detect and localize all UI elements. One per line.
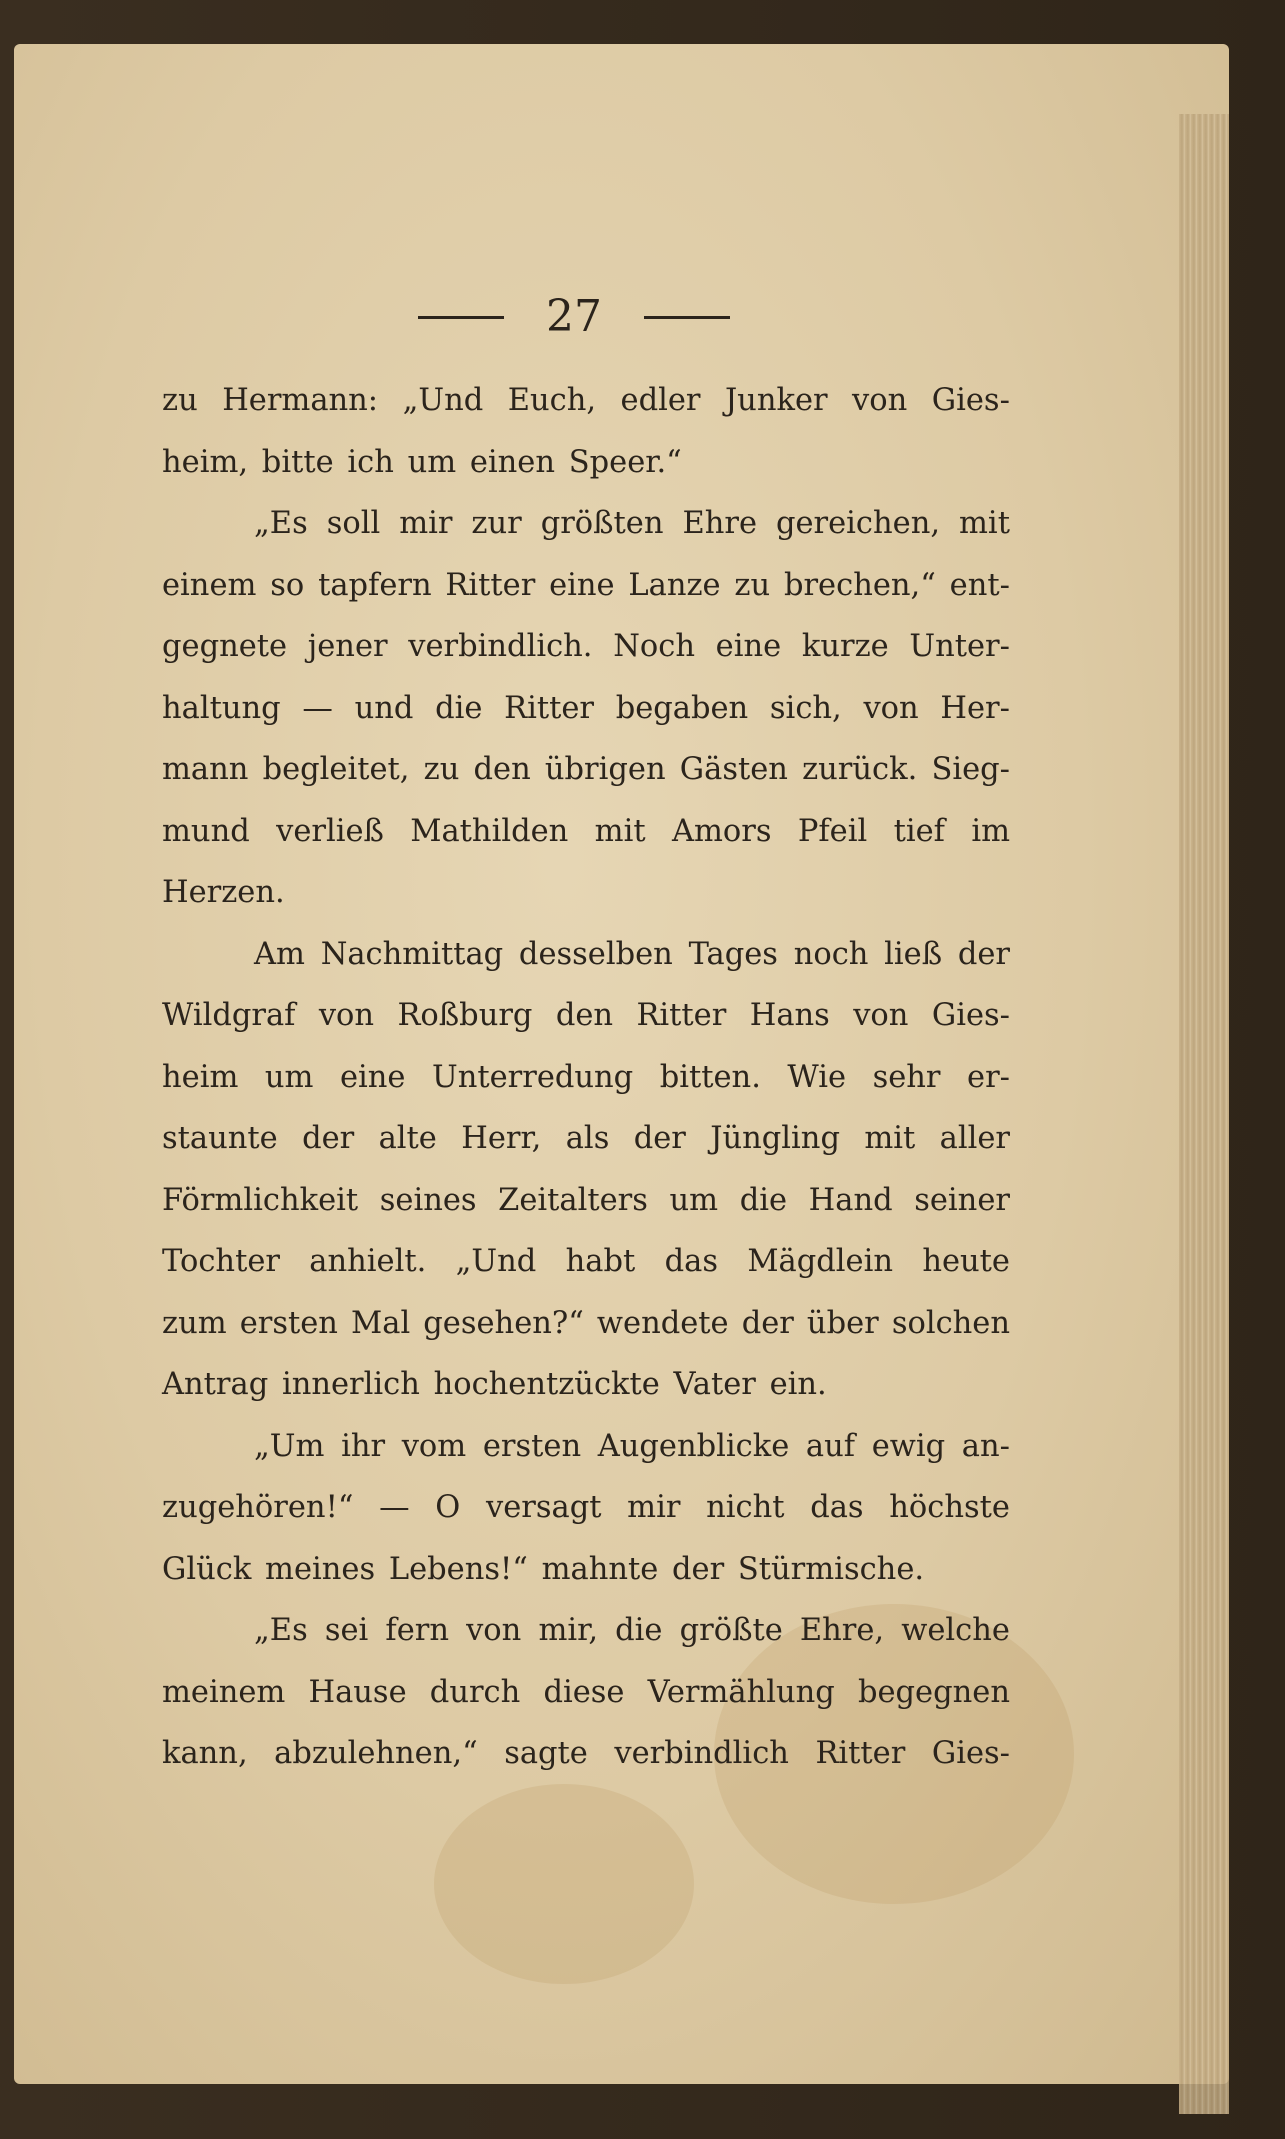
word: meinem bbox=[162, 1674, 286, 1710]
word: er- bbox=[967, 1059, 1010, 1095]
word: von bbox=[863, 690, 919, 726]
word: Ritter bbox=[815, 1736, 906, 1771]
word: haltung bbox=[162, 690, 281, 726]
word: nicht bbox=[706, 1490, 785, 1525]
word: gereichen, bbox=[775, 506, 941, 541]
word: „Und bbox=[402, 383, 484, 418]
word: Sieg- bbox=[931, 752, 1010, 787]
word: der bbox=[633, 1121, 686, 1156]
word: über bbox=[806, 1305, 879, 1341]
word: um bbox=[669, 1182, 719, 1218]
word: zurück. bbox=[802, 752, 918, 787]
paper-sheet bbox=[14, 44, 1229, 2084]
word: Hermann: bbox=[222, 383, 379, 418]
word: und bbox=[354, 690, 414, 726]
word: Am bbox=[254, 936, 305, 972]
word: ließ bbox=[884, 936, 943, 972]
word: die bbox=[739, 1182, 788, 1218]
word: Speer.“ bbox=[568, 444, 682, 480]
word: „Es bbox=[254, 1613, 308, 1648]
word: Amors bbox=[671, 813, 772, 849]
word: ent- bbox=[949, 567, 1010, 603]
word: Herzen. bbox=[162, 875, 285, 910]
word: Gies- bbox=[931, 383, 1010, 418]
word: das bbox=[664, 1244, 718, 1279]
word: Förmlichkeit bbox=[162, 1182, 359, 1218]
word: Hans bbox=[749, 998, 830, 1033]
word: Wildgraf bbox=[162, 998, 296, 1033]
word: heim bbox=[162, 1059, 239, 1095]
word: von bbox=[318, 998, 375, 1033]
text-line bbox=[162, 1354, 1010, 1416]
word: den bbox=[473, 752, 531, 787]
word: edler bbox=[620, 383, 701, 418]
word: anhielt. bbox=[309, 1244, 427, 1279]
word: ihr bbox=[341, 1428, 386, 1464]
page-number: 27 bbox=[546, 291, 602, 342]
word: das bbox=[810, 1490, 864, 1525]
word: begaben bbox=[615, 690, 749, 726]
word: heute bbox=[922, 1244, 1010, 1279]
text-line bbox=[162, 1600, 1010, 1662]
word: zugehören!“ bbox=[162, 1490, 354, 1525]
word: zu bbox=[423, 752, 460, 787]
word: zur bbox=[471, 506, 522, 541]
word: verbindlich. bbox=[408, 629, 593, 664]
word: als bbox=[565, 1121, 610, 1156]
word: Unter- bbox=[909, 629, 1010, 664]
text-line bbox=[162, 924, 1010, 986]
word: Roßburg bbox=[397, 998, 533, 1033]
word: aller bbox=[939, 1121, 1010, 1156]
word: Mägdlein bbox=[747, 1244, 893, 1279]
word: soll bbox=[326, 506, 381, 541]
word: hochentzückte bbox=[433, 1367, 660, 1402]
word: Gies- bbox=[931, 1736, 1010, 1771]
text-line bbox=[162, 432, 1010, 494]
text-line bbox=[162, 616, 1010, 678]
word: zum bbox=[162, 1305, 227, 1341]
word: um bbox=[264, 1059, 314, 1095]
word: mit bbox=[594, 813, 646, 849]
word: Gies- bbox=[931, 998, 1010, 1033]
word: von bbox=[466, 1613, 522, 1648]
word: seiner bbox=[914, 1182, 1010, 1218]
word: einen bbox=[469, 444, 556, 480]
word: der bbox=[957, 936, 1010, 972]
word: staunte bbox=[162, 1121, 278, 1156]
word: mahnte bbox=[541, 1551, 659, 1587]
text-line bbox=[162, 1108, 1010, 1170]
word: innerlich bbox=[281, 1367, 420, 1402]
word: der bbox=[302, 1121, 355, 1156]
word: Mal bbox=[351, 1305, 411, 1341]
word: ein. bbox=[769, 1367, 827, 1402]
word: fern bbox=[385, 1613, 449, 1648]
word: — bbox=[302, 690, 333, 726]
word: mund bbox=[162, 813, 250, 849]
word: die bbox=[615, 1613, 663, 1648]
text-line bbox=[162, 801, 1010, 863]
word: zu bbox=[162, 383, 198, 418]
word: abzulehnen,“ bbox=[274, 1736, 478, 1771]
word: Ehre, bbox=[799, 1613, 885, 1648]
word: Vermählung bbox=[647, 1674, 835, 1710]
word: mit bbox=[959, 506, 1010, 541]
word: desselben bbox=[518, 936, 673, 972]
word: ersten bbox=[239, 1305, 338, 1341]
word: Ritter bbox=[504, 690, 594, 726]
word: solchen bbox=[891, 1305, 1010, 1341]
word: Ehre bbox=[682, 506, 757, 541]
word: an- bbox=[961, 1428, 1010, 1464]
word: „Um bbox=[254, 1428, 325, 1464]
word: Unterredung bbox=[432, 1059, 634, 1095]
word: bitten. bbox=[659, 1059, 761, 1095]
word: der bbox=[672, 1551, 725, 1587]
text-line bbox=[162, 678, 1010, 740]
text-line bbox=[162, 985, 1010, 1047]
word: mir, bbox=[538, 1613, 599, 1648]
word: größte bbox=[679, 1613, 783, 1648]
word: Hause bbox=[308, 1674, 407, 1710]
word: welche bbox=[901, 1613, 1010, 1648]
word: sagte bbox=[504, 1736, 588, 1771]
word: — bbox=[379, 1490, 410, 1525]
word: Zeitalters bbox=[498, 1182, 648, 1218]
word: Lanze bbox=[628, 567, 721, 603]
word: vom bbox=[401, 1428, 467, 1464]
word: jener bbox=[307, 629, 388, 664]
word: gegnete bbox=[162, 629, 288, 664]
word: um bbox=[407, 444, 457, 480]
word: Augenblicke bbox=[597, 1428, 790, 1464]
word: der bbox=[741, 1305, 794, 1341]
word: Glück bbox=[162, 1551, 252, 1587]
word: die bbox=[435, 690, 483, 726]
word: auf bbox=[805, 1428, 856, 1464]
text-line bbox=[162, 1293, 1010, 1355]
text-line bbox=[162, 555, 1010, 617]
page-header bbox=[404, 282, 744, 352]
text-line bbox=[162, 1723, 1010, 1785]
word: Euch, bbox=[507, 383, 597, 418]
word: kann, bbox=[162, 1736, 248, 1771]
text-line bbox=[162, 1047, 1010, 1109]
word: Lebens!“ bbox=[388, 1551, 528, 1587]
word: sich, bbox=[769, 690, 842, 726]
text-line bbox=[162, 1662, 1010, 1724]
word: Noch bbox=[613, 629, 695, 664]
word: Jüngling bbox=[710, 1121, 840, 1156]
word: mit bbox=[864, 1121, 916, 1156]
word: zu bbox=[734, 567, 771, 603]
word: begegnen bbox=[857, 1674, 1010, 1710]
text-line bbox=[162, 1170, 1010, 1232]
text-line bbox=[162, 493, 1010, 555]
word: übrigen bbox=[544, 752, 666, 787]
word: kurze bbox=[801, 629, 889, 664]
word: tapfern bbox=[318, 567, 432, 603]
word: Mathilden bbox=[410, 813, 569, 849]
word: Ritter bbox=[636, 998, 727, 1033]
word: mann bbox=[162, 752, 249, 787]
word: von bbox=[852, 383, 908, 418]
word: Stürmische. bbox=[737, 1551, 925, 1587]
word: Tages bbox=[688, 936, 778, 972]
word: größten bbox=[540, 506, 664, 541]
word: ich bbox=[347, 444, 394, 480]
text-line bbox=[162, 1477, 1010, 1539]
word: „Und bbox=[455, 1244, 537, 1279]
word: „Es bbox=[254, 506, 308, 541]
page-edges bbox=[1179, 114, 1229, 2114]
word: Junker bbox=[724, 383, 828, 418]
word: noch bbox=[793, 936, 869, 972]
word: wendete bbox=[596, 1305, 729, 1341]
word: sei bbox=[324, 1613, 369, 1648]
text-line bbox=[162, 370, 1010, 432]
word: begleitet, bbox=[262, 752, 410, 787]
word: ersten bbox=[482, 1428, 582, 1464]
word: diese bbox=[543, 1674, 625, 1710]
word: durch bbox=[429, 1674, 521, 1710]
word: alte bbox=[378, 1121, 437, 1156]
text-line bbox=[162, 862, 1010, 924]
word: von bbox=[853, 998, 909, 1033]
word: Ritter bbox=[445, 567, 536, 603]
header-dash-left bbox=[418, 316, 504, 319]
word: einem bbox=[162, 567, 257, 603]
word: eine bbox=[339, 1059, 406, 1095]
word: gesehen?“ bbox=[423, 1305, 584, 1341]
word: Tochter bbox=[162, 1244, 280, 1279]
text-line bbox=[162, 1231, 1010, 1293]
word: Nachmittag bbox=[320, 936, 504, 972]
word: sehr bbox=[872, 1059, 941, 1095]
word: Vater bbox=[673, 1367, 756, 1402]
word: O bbox=[435, 1490, 461, 1525]
word: eine bbox=[715, 629, 782, 664]
text-line bbox=[162, 1416, 1010, 1478]
paper-stain bbox=[434, 1784, 694, 1984]
word: im bbox=[971, 813, 1010, 849]
word: Gästen bbox=[679, 752, 788, 787]
word: Her- bbox=[940, 690, 1010, 726]
text-line bbox=[162, 739, 1010, 801]
word: höchste bbox=[889, 1490, 1010, 1525]
word: brechen,“ bbox=[783, 567, 936, 603]
word: habt bbox=[565, 1244, 636, 1279]
header-dash-right bbox=[644, 316, 730, 319]
word: tief bbox=[893, 813, 945, 849]
word: ewig bbox=[871, 1428, 946, 1464]
word: heim, bbox=[162, 444, 249, 480]
word: mir bbox=[627, 1490, 681, 1525]
text-line bbox=[162, 1539, 1010, 1601]
word: so bbox=[270, 567, 305, 603]
word: meines bbox=[265, 1551, 376, 1587]
word: bitte bbox=[261, 444, 334, 480]
word: Herr, bbox=[461, 1121, 542, 1156]
word: den bbox=[555, 998, 614, 1033]
word: Hand bbox=[808, 1182, 893, 1218]
word: Antrag bbox=[162, 1367, 269, 1402]
word: versagt bbox=[486, 1490, 602, 1525]
word: verließ bbox=[276, 813, 384, 849]
word: eine bbox=[549, 567, 615, 603]
word: Pfeil bbox=[797, 813, 868, 849]
word: verbindlich bbox=[614, 1736, 789, 1771]
word: Wie bbox=[787, 1059, 847, 1095]
body-text bbox=[162, 370, 1010, 1785]
word: seines bbox=[379, 1182, 477, 1218]
word: mir bbox=[399, 506, 453, 541]
